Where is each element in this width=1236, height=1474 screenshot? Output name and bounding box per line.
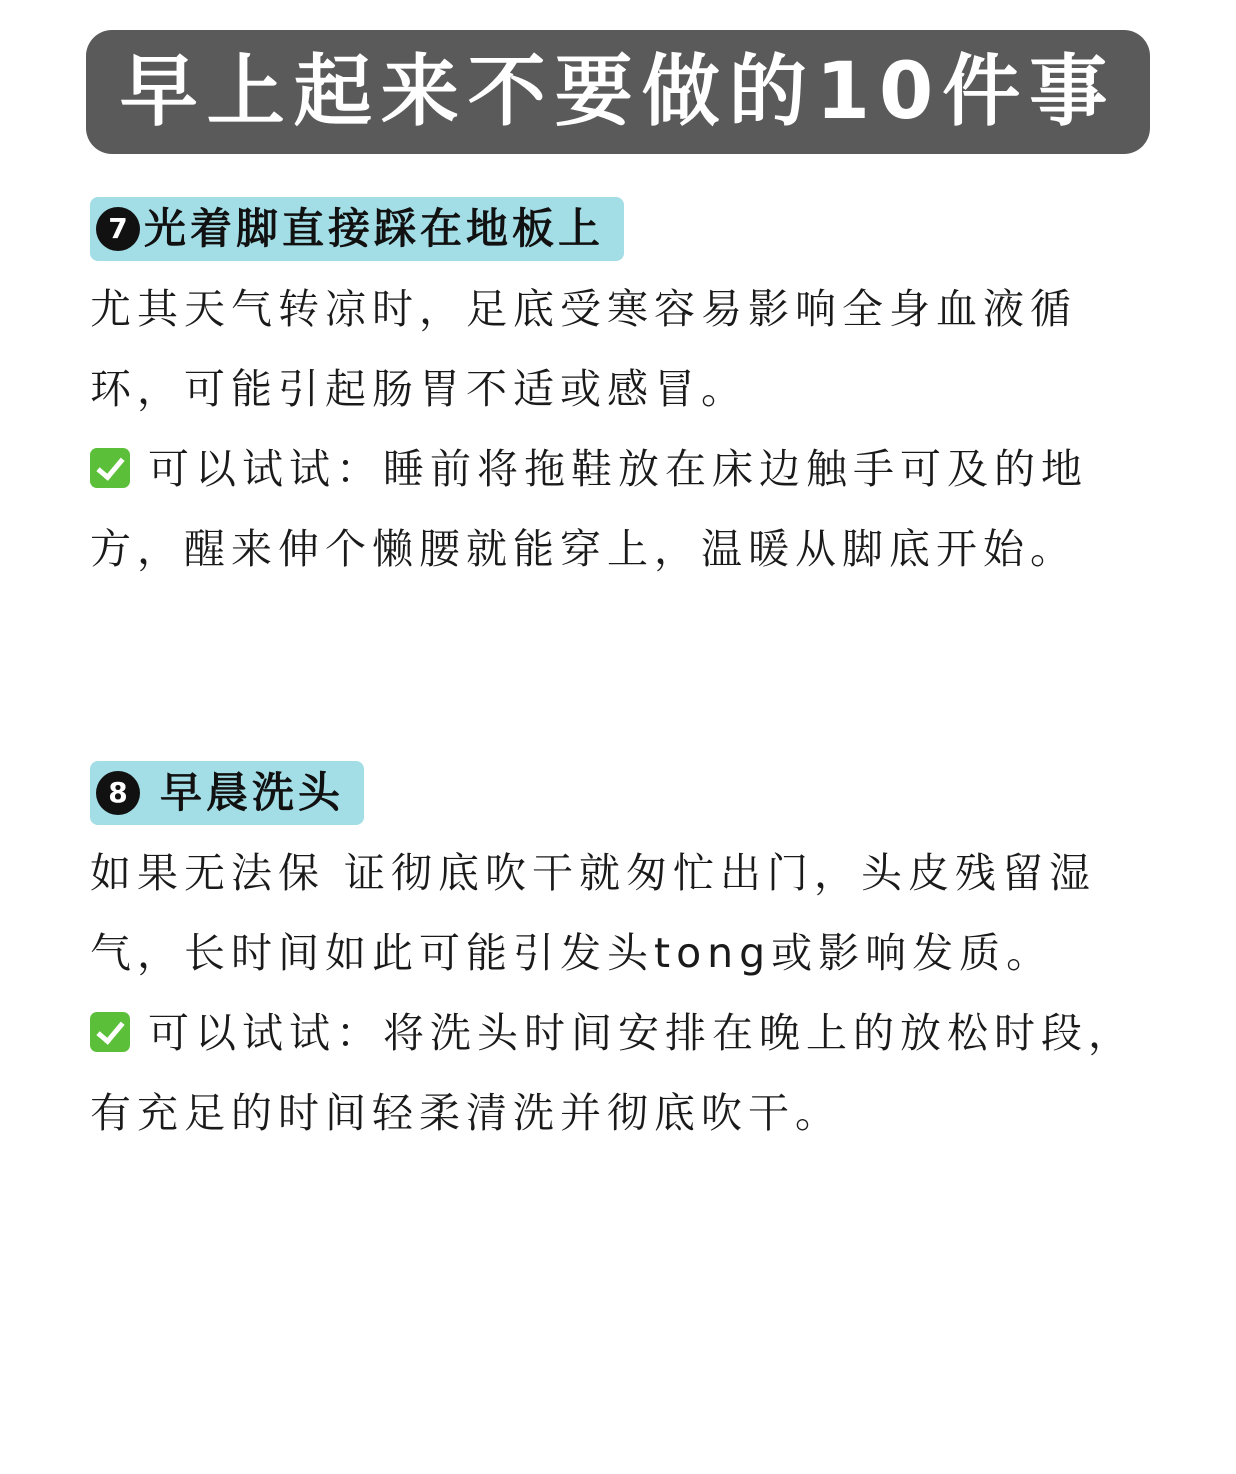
section-heading-text: 光着脚直接踩在地板上 — [144, 204, 605, 253]
section-heading-text: 早晨洗头 — [160, 768, 345, 817]
section-description: 尤其天气转凉时，足底受寒容易影响全身血液循环，可能引起肠胃不适或感冒。 — [90, 285, 1077, 413]
suggestion-text: 可以试试：睡前将拖鞋放在床边触手可及的地方，醒来伸个懒腰就能穿上，温暖从脚底开始。 — [90, 445, 1088, 573]
tip-section-7 — [90, 197, 1160, 589]
section-heading — [90, 761, 364, 825]
tip-section-8 — [90, 761, 1160, 1153]
check-mark-icon — [90, 1012, 130, 1052]
section-description: 如果无法保 证彻底吹干就匆忙出门，头皮残留湿气，长时间如此可能引发头tong或影响发质。 — [90, 849, 1097, 977]
number-badge: 7 — [96, 207, 140, 251]
number-badge: 8 — [96, 771, 140, 815]
suggestion — [90, 429, 1160, 589]
suggestion-text: 可以试试：将洗头时间安排在晚上的放松时段，有充足的时间轻柔清洗并彻底吹干。 — [90, 1009, 1135, 1137]
suggestion — [90, 993, 1160, 1153]
page-title: 早上起来不要做的10件事 — [119, 47, 1117, 137]
section-heading — [90, 197, 624, 261]
title-banner — [86, 30, 1150, 154]
check-mark-icon — [90, 448, 130, 488]
